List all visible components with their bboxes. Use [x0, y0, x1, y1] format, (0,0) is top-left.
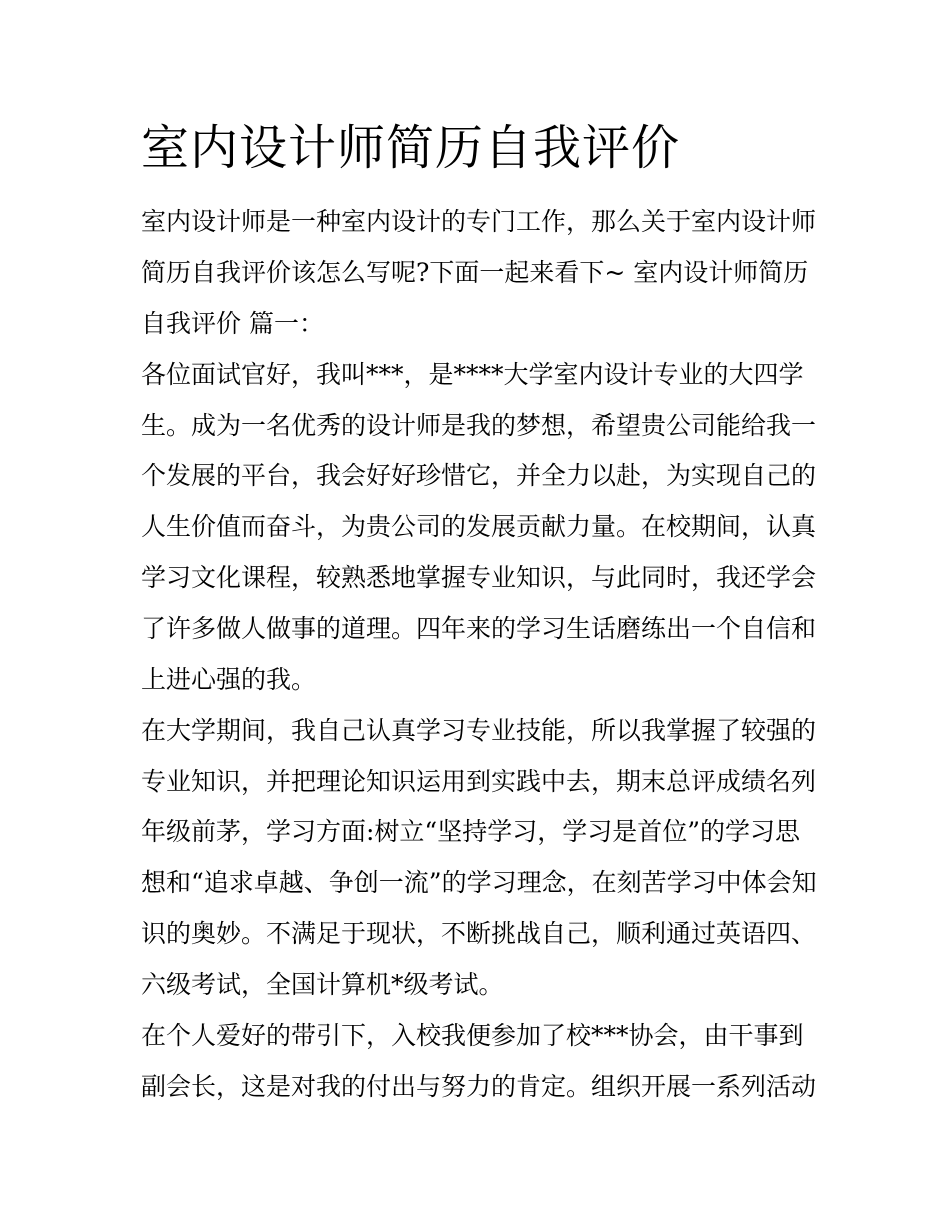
body-line: 了许多做人做事的道理。四年来的学习生话磨练出一个自信和: [141, 614, 817, 643]
body-line: 在个人爱好的带引下，入校我便参加了校***协会，由干事到: [141, 1021, 804, 1050]
body-line: 识的奥妙。不满足于现状，不断挑战自己，顺利通过英语四、: [141, 919, 817, 948]
body-line: 各位面试官好，我叫***，是****大学室内设计专业的大四学: [141, 360, 804, 389]
body-line: 专业知识，并把理论知识运用到实践中去，期末总评成绩名列: [141, 767, 817, 796]
body-line: 在大学期间，我自己认真学习专业技能，所以我掌握了较强的: [141, 716, 817, 745]
body-line: 个发展的平台，我会好好珍惜它，并全力以赴，为实现自己的: [141, 461, 817, 490]
body-line: 学习文化课程，较熟悉地掌握专业知识，与此同时，我还学会: [141, 563, 817, 592]
body-line: 生。成为一名优秀的设计师是我的梦想，希望贵公司能给我一: [141, 411, 817, 440]
body-line: 简历自我评价该怎么写呢?下面一起来看下~ 室内设计师简历: [141, 258, 809, 287]
body-line: 上进心强的我。: [141, 665, 317, 694]
body-line: 自我评价 篇一：: [141, 309, 324, 338]
body-line: 想和“追求卓越、争创一流”的学习理念，在刻苦学习中体会知: [141, 868, 817, 897]
body-line: 年级前茅，学习方面:树立“坚持学习，学习是首位”的学习思: [141, 817, 800, 846]
document-title: 室内设计师简历自我评价: [141, 120, 681, 176]
body-line: 副会长，这是对我的付出与努力的肯定。组织开展一系列活动: [141, 1072, 817, 1101]
body-line: 六级考试，全国计算机*级考试。: [141, 970, 504, 999]
body-line: 人生价值而奋斗，为贵公司的发展贡献力量。在校期间，认真: [141, 512, 817, 541]
body-line: 室内设计师是一种室内设计的专门工作，那么关于室内设计师: [141, 207, 817, 236]
